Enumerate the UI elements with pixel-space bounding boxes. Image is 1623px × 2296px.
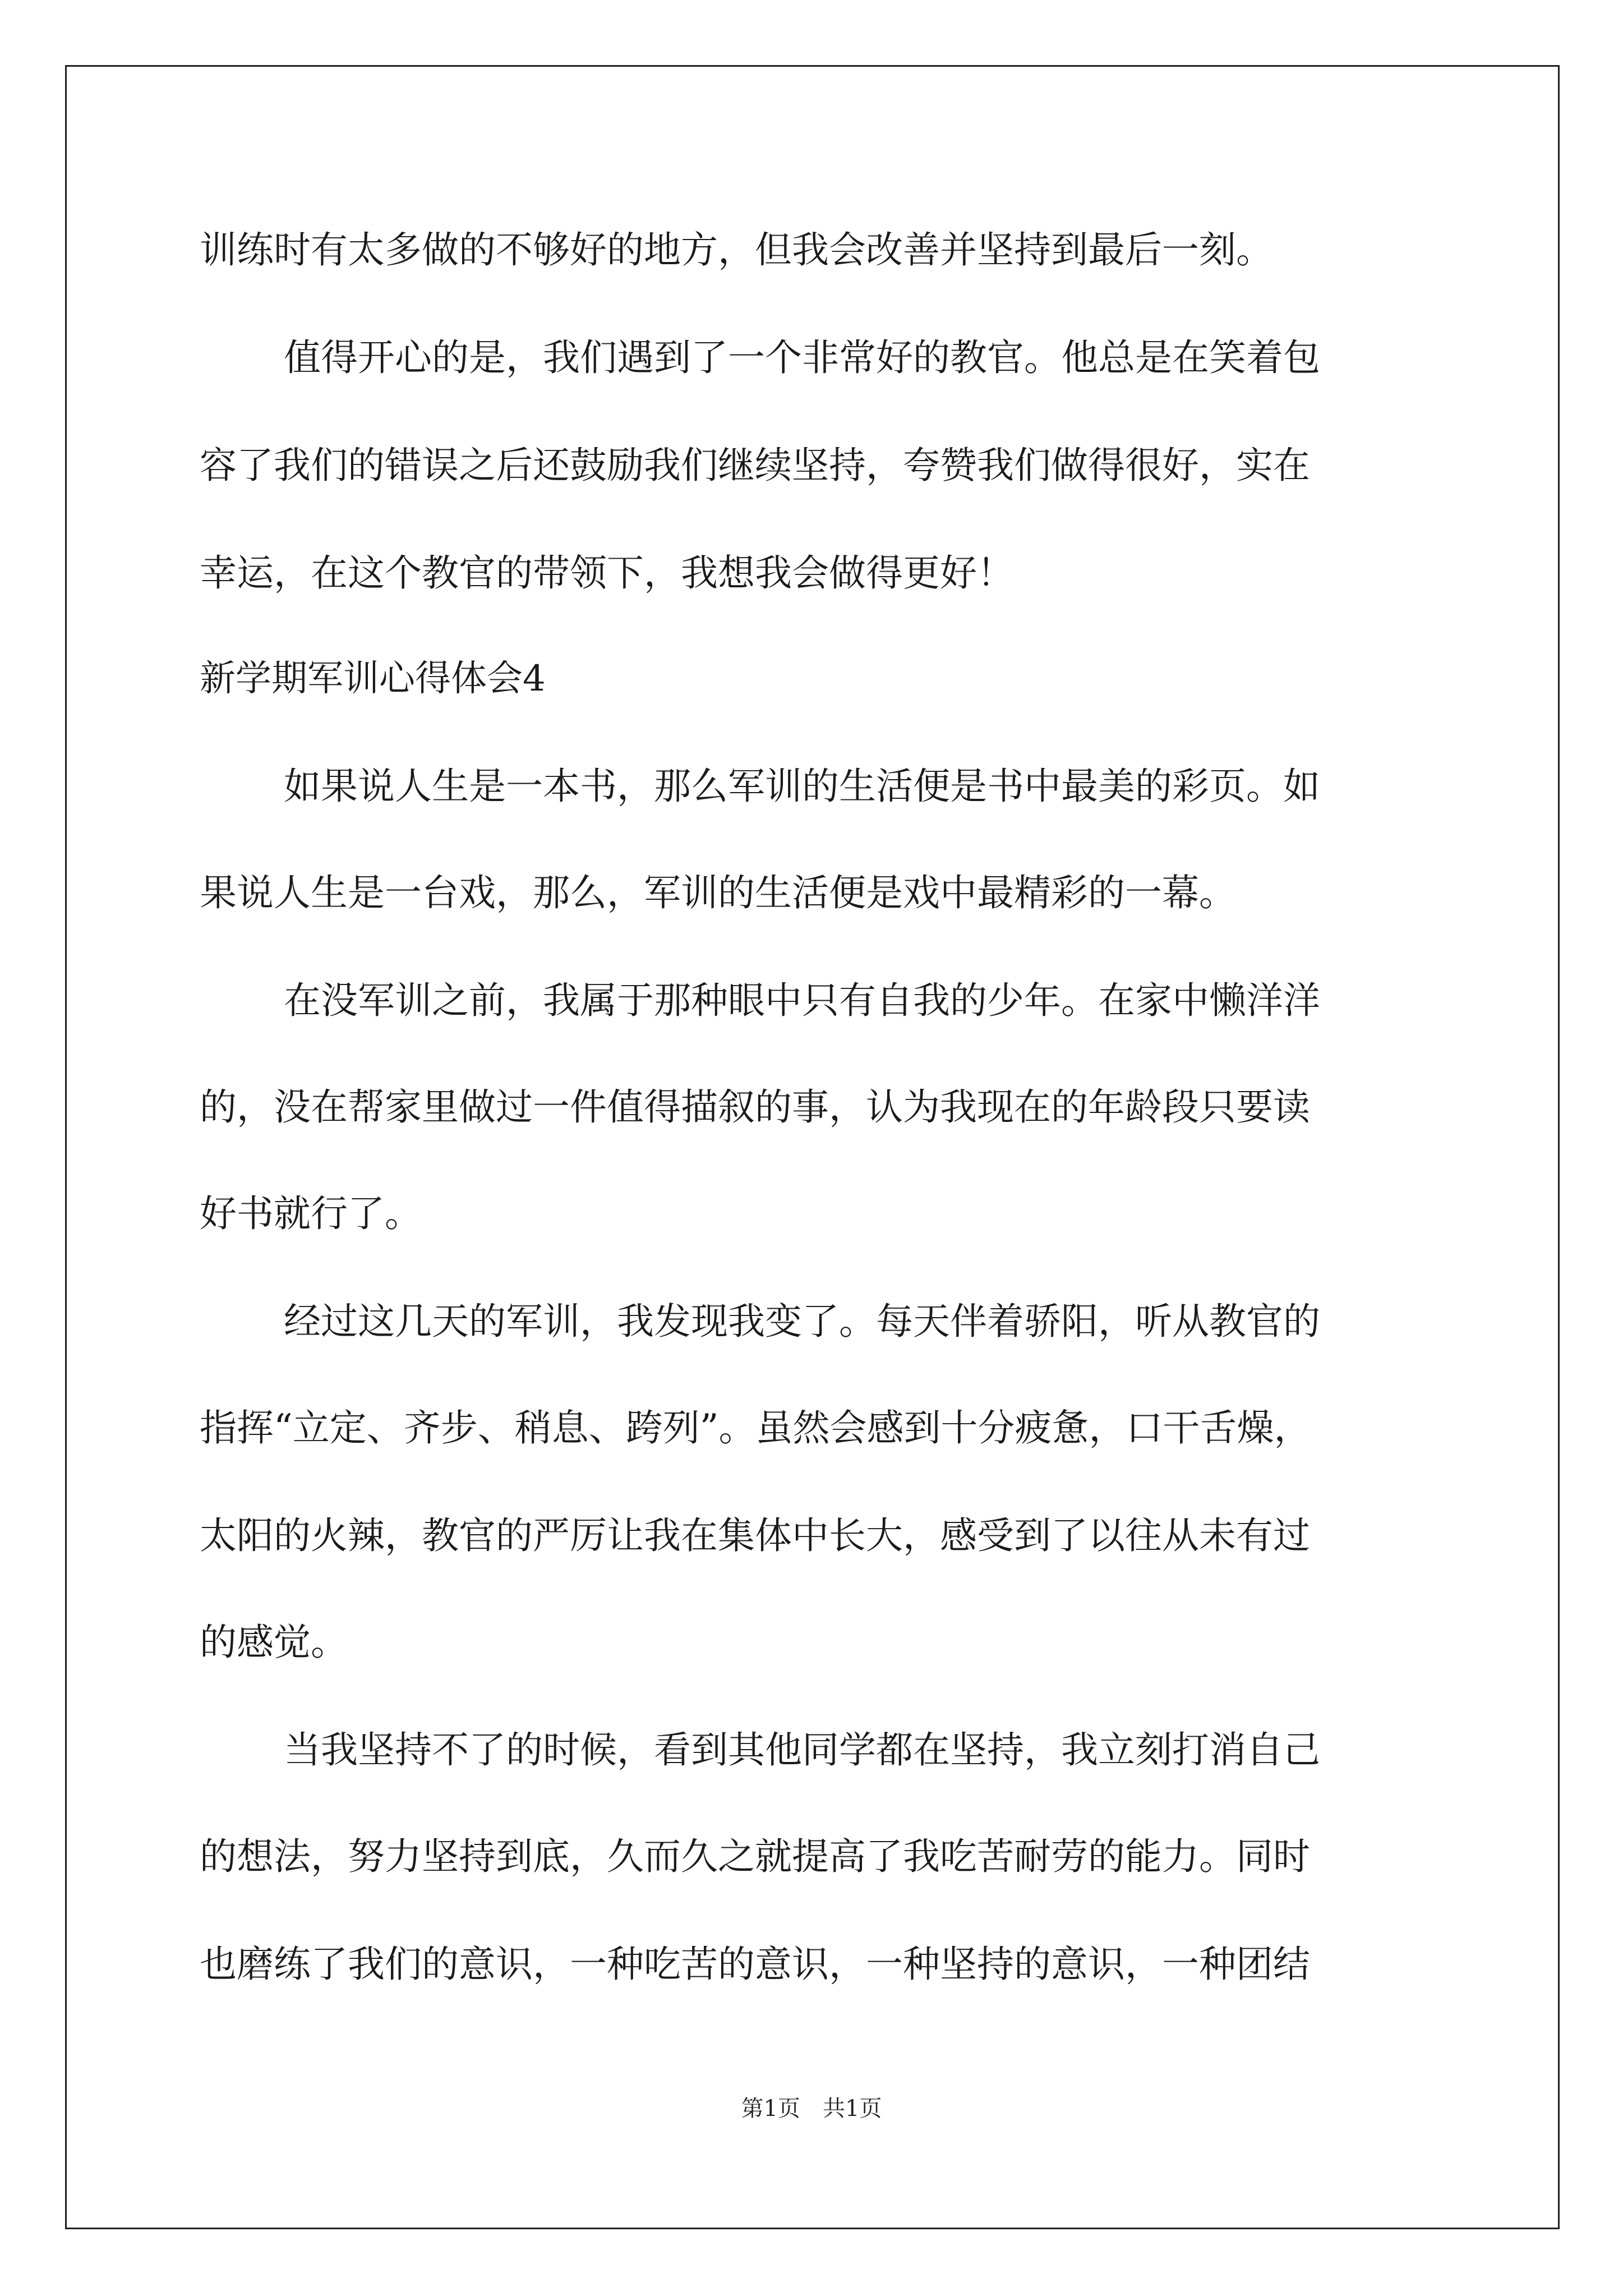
text-line: 也磨练了我们的意识，一种吃苦的意识，一种坚持的意识，一种团结 [200, 1943, 1310, 1986]
paragraph-first-line: 经过这几天的军训，我发现我变了。每天伴着骄阳，听从教官的 [284, 1300, 1320, 1343]
text-line: 的想法，努力坚持到底，久而久之就提高了我吃苦耐劳的能力。同时 [200, 1835, 1310, 1878]
paragraph-first-line: 值得开心的是，我们遇到了一个非常好的教官。他总是在笑着包 [284, 336, 1320, 379]
text-line: 的感觉。 [200, 1621, 348, 1664]
text-line: 指挥“立定、齐步、稍息、跨列”。虽然会感到十分疲惫，口干舌燥， [200, 1406, 1311, 1450]
paragraph-first-line: 当我坚持不了的时候，看到其他同学都在坚持，我立刻打消自己 [284, 1728, 1320, 1772]
page-border [65, 65, 1560, 2229]
page-footer: 第1页 共1页 [741, 2096, 882, 2122]
text-line: 幸运，在这个教官的带领下，我想我会做得更好！ [200, 551, 1014, 595]
paragraph-first-line: 如果说人生是一本书，那么军训的生活便是书中最美的彩页。如 [284, 765, 1320, 808]
section-heading: 新学期军训心得体会4 [200, 658, 546, 700]
text-line: 训练时有太多做的不够好的地方，但我会改善并坚持到最后一刻。 [200, 228, 1273, 272]
text-line: 果说人生是一台戏，那么，军训的生活便是戏中最精彩的一幕。 [200, 871, 1236, 914]
text-line: 容了我们的错误之后还鼓励我们继续坚持，夸赞我们做得很好，实在 [200, 444, 1310, 487]
text-line: 太阳的火辣，教官的严厉让我在集体中长大，感受到了以往从未有过 [200, 1514, 1310, 1557]
paragraph-first-line: 在没军训之前，我属于那种眼中只有自我的少年。在家中懒洋洋 [284, 979, 1320, 1022]
text-line: 的，没在帮家里做过一件值得描叙的事，认为我现在的年龄段只要读 [200, 1085, 1310, 1129]
text-line: 好书就行了。 [200, 1192, 422, 1235]
